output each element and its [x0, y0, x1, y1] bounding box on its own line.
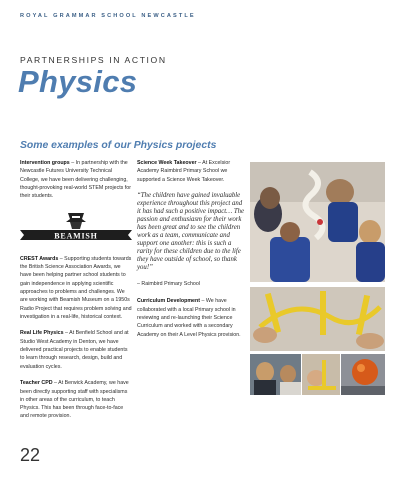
- text-column-middle: [137, 159, 245, 347]
- photo-children-marble-run: [250, 162, 385, 282]
- photo-ruler-bridge: [250, 287, 385, 351]
- section-heading: Some examples of our Physics projects: [20, 140, 217, 151]
- photo-hands-model: [302, 354, 340, 395]
- paragraph-text: – At Excelsior Academy Raimbird Primary School we supported a Science Week Takeover.: [137, 160, 231, 183]
- paragraph-label: Intervention groups: [20, 160, 70, 166]
- paragraph-text: – Supporting students towards the British Science Association Awards, we have been helping partner school students to gain independence in applying scientific approaches to problems and challenges. We are working with Beamish Museum on a 1950s Radio Project that requires problem solving and investigation in a real-life, historical context.: [20, 255, 132, 320]
- paragraph-teacher-cpd: [20, 379, 132, 420]
- paragraph-text: – We have collaborated with a local Primary school in reviewing and re-launching their Science Curriculum and worked with a secondary Academy on their A Level Physics provision.: [137, 298, 241, 338]
- logo-wordmark: BEAMISH: [54, 231, 98, 241]
- publication-header: ROYAL GRAMMAR SCHOOL NEWCASTLE: [20, 13, 196, 19]
- paragraph-curriculum-development: [137, 297, 245, 338]
- paragraph-science-week: [137, 159, 245, 184]
- paragraph-real-life-physics: [20, 329, 132, 370]
- paragraph-text: – At Berwick Academy, we have been directly supporting staff with specialisms in other areas of the curriculum, to teach Physics. This has been through face-to-face and remote provision.: [20, 380, 129, 420]
- paragraph-label: Curriculum Development: [137, 298, 200, 305]
- paragraph-text: – At Benfield School and at Studio West Academy in Denton, we have delivered practical projects to enable students to learn through research, design, build and evaluation cycles.: [20, 330, 129, 370]
- page-title: Physics: [18, 64, 138, 99]
- paragraph-intervention-groups: [20, 159, 132, 200]
- paragraph-label: CREST Awards: [20, 255, 59, 262]
- photo-students-building: [250, 354, 301, 395]
- beamish-logo: [20, 209, 132, 247]
- paragraph-text: – In partnership with the Newcastle Futures University Technical College, we have been delivering challenging, thought-provoking real-world STEM projects for their students.: [20, 160, 131, 200]
- quote-attribution: – Raimbird Primary School: [137, 281, 200, 288]
- page-number: 22: [20, 445, 41, 465]
- section-subtitle: PARTNERSHIPS IN ACTION: [20, 55, 167, 65]
- paragraph-crest-awards: [20, 255, 132, 321]
- paragraph-label: Science Week Takeover: [137, 160, 197, 166]
- pull-quote: “The children have gained invaluable experience throughout this project and it has had such a positive impact… The passion and enthusiasm for their work has been great and to see the children work as a team, communicate and support one another: this is such a rarity for these children due to the life they have outside of school, so thank you!”: [137, 192, 245, 272]
- beamish-logo-graphic: [20, 209, 132, 247]
- paragraph-label: Teacher CPD: [20, 380, 53, 387]
- text-column-left: [20, 159, 132, 429]
- photo-red-balloon: [341, 354, 385, 395]
- paragraph-label: Real Life Physics: [20, 330, 64, 337]
